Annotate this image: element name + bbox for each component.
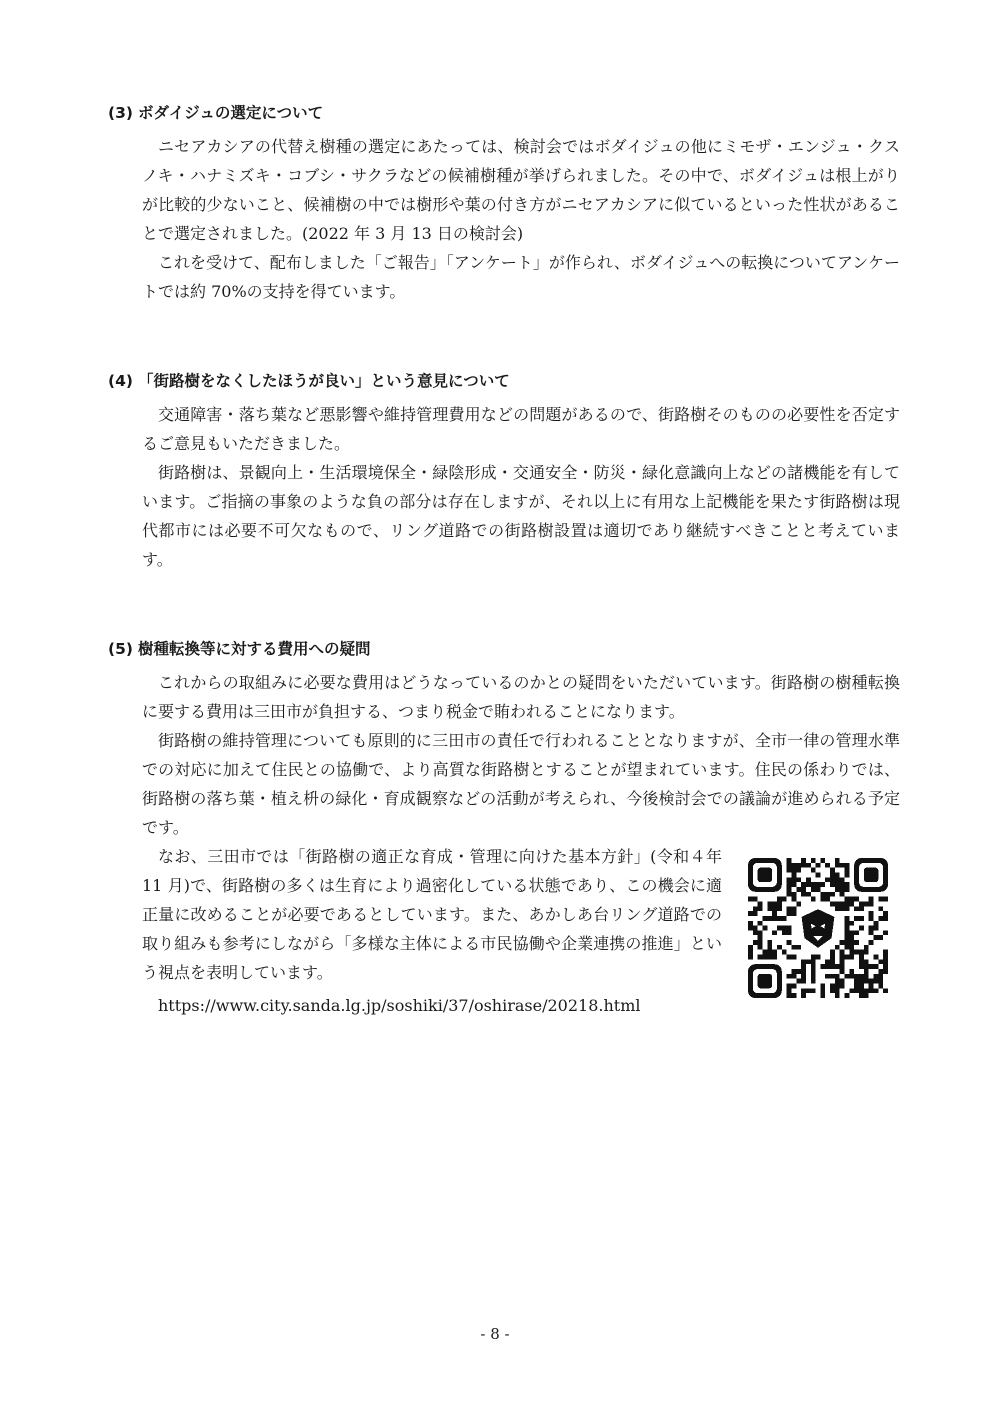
section-body xyxy=(142,132,900,306)
section-body xyxy=(142,400,900,574)
paragraph: なお、三田市では「街路樹の適正な育成・管理に向けた基本方針」(令和４年 11 月)で、街路樹の多くは生育により過密化している状態であり、この機会に適正量に改めることが必要であるとしています。また、あかしあ台リング道路での取り組みも参考にしながら「多様な主体による市民協働や企業連携の推進」という視点を表明しています。 xyxy=(142,847,722,982)
paragraph: 街路樹は、景観向上・生活環境保全・緑陰形成・交通安全・防災・緑化意識向上などの諸機能を有しています。ご指摘の事象のような負の部分は存在しますが、それ以上に有用な上記機能を果たす街路樹は現代都市には必要不可欠なもので、リング道路での街路樹設置は適切であり継続すべきことと考えています。 xyxy=(142,463,900,569)
paragraph: これを受けて、配布しました「ご報告」「アンケート」が作られ、ボダイジュへの転換についてアンケートでは約 70%の支持を得ています。 xyxy=(142,253,900,301)
section-heading xyxy=(108,100,900,126)
reference-url[interactable]: https://www.city.sanda.lg.jp/soshiki/37/oshirase/20218.html xyxy=(158,996,641,1015)
section-heading xyxy=(108,368,900,394)
section-heading xyxy=(108,636,900,662)
section-number: (5) xyxy=(108,640,133,658)
paragraph: ニセアカシアの代替え樹種の選定にあたっては、検討会ではボダイジュの他にミモザ・エンジュ・クスノキ・ハナミズキ・コブシ・サクラなどの候補樹種が挙げられました。その中で、ボダイジュは根上がりが比較的少ないこと、候補樹の中では樹形や葉の付き方がニセアカシアに似ているといった性状があることで選定されました。(2022 年 3 月 13 日の検討会) xyxy=(142,137,900,243)
section-title: ボダイジュの選定について xyxy=(138,104,324,122)
qr-code-icon[interactable] xyxy=(748,858,888,998)
section-number: (4) xyxy=(108,372,133,390)
section-3 xyxy=(108,100,900,306)
section-4 xyxy=(108,368,900,574)
section-body xyxy=(142,668,900,1020)
paragraph: これからの取組みに必要な費用はどうなっているのかとの疑問をいただいています。街路樹の樹種転換に要する費用は三田市が負担する、つまり税金で賄われることになります。 xyxy=(142,673,900,721)
section-title: 「街路樹をなくしたほうが良い」という意見について xyxy=(138,372,510,390)
paragraph: 街路樹の維持管理についても原則的に三田市の責任で行われることとなりますが、全市一律の管理水準での対応に加えて住民との協働で、より高質な街路樹とすることが望まれています。住民の係わりでは、街路樹の落ち葉・植え枡の緑化・育成観察などの活動が考えられ、今後検討会での議論が進められる予定です。 xyxy=(142,731,900,837)
qr-paragraph-block xyxy=(142,842,900,987)
paragraph: 交通障害・落ち葉など悪影響や維持管理費用などの問題があるので、街路樹そのものの必要性を否定するご意見もいただきました。 xyxy=(142,405,900,453)
section-title: 樹種転換等に対する費用への疑問 xyxy=(138,640,371,658)
page-number: - 8 - xyxy=(480,1325,510,1343)
section-5 xyxy=(108,636,900,1020)
section-number: (3) xyxy=(108,104,133,122)
